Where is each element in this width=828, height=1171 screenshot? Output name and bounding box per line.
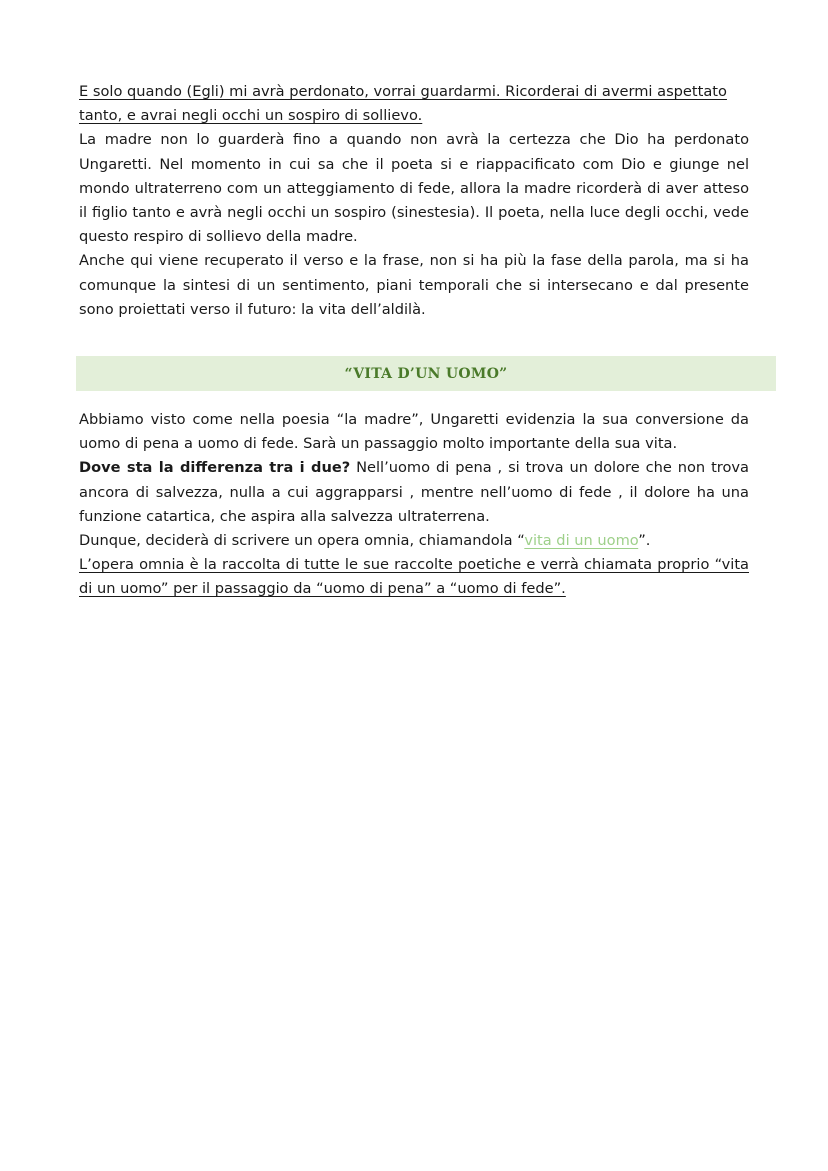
difference-paragraph <box>79 456 749 529</box>
difference-explanation: Nell’uomo di pena , si trova un dolore che non trova ancora di salvezza, nulla a cui aggrapparsi , mentre nell’uomo di fede , il dolore ha una funzione catartica, che aspira alla salvezza ultraterrena. <box>79 459 749 525</box>
opera-omnia-title-highlight: vita di un uomo <box>524 532 639 550</box>
opera-omnia-prefix: Dunque, deciderà di scrivere un opera omnia, chiamandola “ <box>79 532 525 550</box>
opera-omnia-definition: L’opera omnia è la raccolta di tutte le sue raccolte poetiche e verrà chiamata proprio “vita di un uomo” per il passaggio da “uomo di pena” a “uomo di fede”. <box>79 556 749 598</box>
section-heading-title: “VITA D’UN UOMO” <box>344 365 508 382</box>
section-la-madre <box>79 80 749 322</box>
intro-paragraph: Abbiamo visto come nella poesia “la madre”, Ungaretti evidenzia la sua conversione da uomo di pena a uomo di fede. Sarà un passaggio molto importante della sua vita. <box>79 411 749 453</box>
section-vita-di-un-uomo <box>79 408 749 602</box>
opera-omnia-paragraph <box>79 529 749 553</box>
commentary-paragraph-1: La madre non lo guarderà fino a quando non avrà la certezza che Dio ha perdonato Ungaretti. Nel momento in cui sa che il poeta si e riappacificato com Dio e giunge nel mondo ultraterreno com un atteggiamento di fede, allora la madre ricorderà di aver atteso il figlio tanto e avrà negli occhi un sospiro (sinestesia). Il poeta, nella luce degli occhi, vede questo respiro di sollievo della madre. <box>79 131 749 246</box>
poem-quote-line-1: E solo quando (Egli) mi avrà perdonato, vorrai guardarmi. Ricorderai di avermi aspettato <box>79 83 727 100</box>
poem-quote-line-2: tanto, e avrai negli occhi un sospiro di sollievo. <box>79 107 423 125</box>
section-heading-banner <box>76 356 776 391</box>
poem-quote <box>79 80 749 128</box>
opera-omnia-suffix: ”. <box>638 532 651 550</box>
commentary-paragraph-2: Anche qui viene recuperato il verso e la frase, non si ha più la fase della parola, ma si ha comunque la sintesi di un sentimento, piani temporali che si intersecano e dal presente sono proiettati verso il futuro: la vita dell’aldilà. <box>79 252 749 318</box>
difference-question: Dove sta la differenza tra i due? <box>79 459 351 477</box>
